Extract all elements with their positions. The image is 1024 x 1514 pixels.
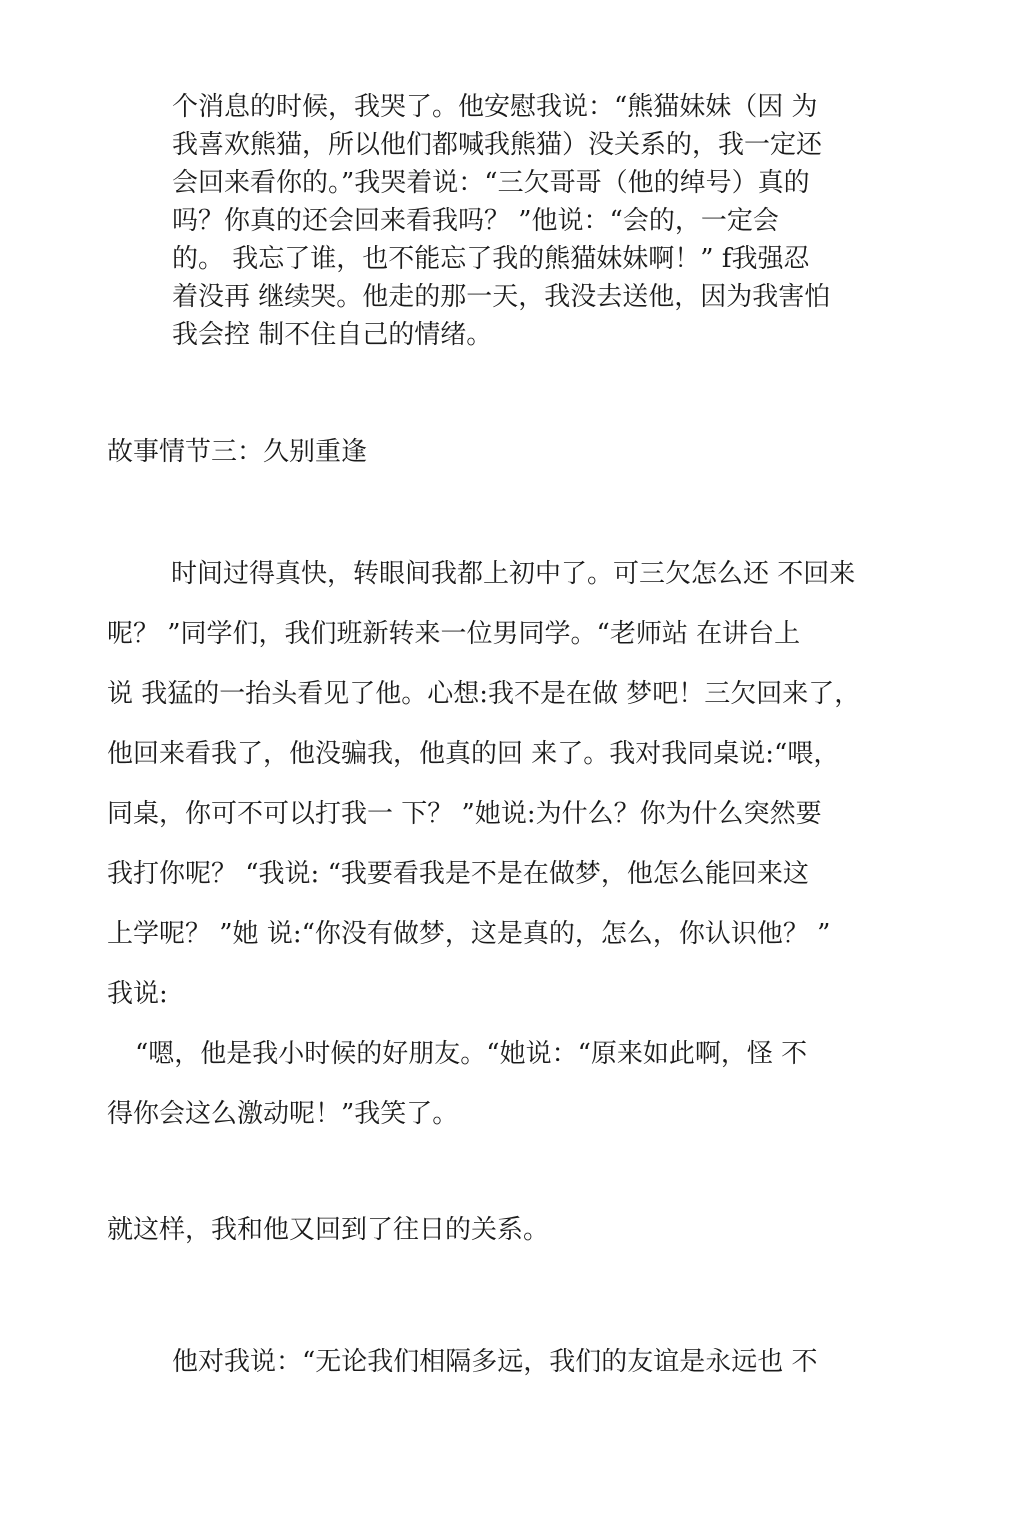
text-line: 同桌，你可不可以打我一 下？ ”她说:为什么？你为什么突然要 (107, 799, 822, 829)
text-line: 呢？ ”同学们，我们班新转来一位男同学。“老师站 在讲台上 (107, 619, 801, 649)
text-line: 的。 我忘了谁，也不能忘了我的熊猫妹妹啊！” f我强忍 (172, 244, 810, 274)
text-line: 他回来看我了，他没骗我，他真的回 来了。我对我同桌说:“喂， (107, 739, 840, 769)
paragraph-farewell (172, 88, 932, 354)
text-line: 我打你呢？ “我说: “我要看我是不是在做梦，他怎么能回来这 (107, 859, 809, 889)
section-heading: 故事情节三：久别重逢 (107, 437, 368, 467)
paragraph-relationship: 就这样，我和他又回到了往日的关系。 (107, 1215, 550, 1245)
text-line: “嗯，他是我小时候的好朋友。“她说：“原来如此啊，怪 不 (135, 1039, 808, 1069)
text-line: 我会控 制不住自己的情绪。 (172, 320, 493, 350)
text-line: 着没再 继续哭。他走的那一天，我没去送他，因为我害怕 (172, 282, 831, 312)
paragraph-reunion (107, 544, 937, 1144)
text-line: 会回来看你的。”我哭着说：“三欠哥哥（他的绰号）真的 (172, 168, 810, 198)
text-line: 得你会这么激动呢！”我笑了。 (107, 1099, 459, 1129)
text-line: 吗？你真的还会回来看我吗？ ”他说：“会的，一定会 (172, 206, 779, 236)
text-line: 上学呢？ ”她 说:“你没有做梦，这是真的，怎么，你认识他？ ” (107, 919, 831, 949)
text-line: 时间过得真快，转眼间我都上初中了。可三欠怎么还 不回来 (171, 559, 856, 589)
text-line: 说 我猛的一抬头看见了他。心想:我不是在做 梦吧！三欠回来了， (107, 679, 861, 709)
paragraph-friendship: 他对我说：“无论我们相隔多远，我们的友谊是永远也 不 (172, 1347, 818, 1377)
text-line: 我说: (107, 979, 168, 1009)
text-line: 我喜欢熊猫，所以他们都喊我熊猫）没关系的，我一定还 (172, 130, 823, 160)
text-line: 个消息的时候，我哭了。他安慰我说：“熊猫妹妹（因 为 (172, 92, 818, 122)
